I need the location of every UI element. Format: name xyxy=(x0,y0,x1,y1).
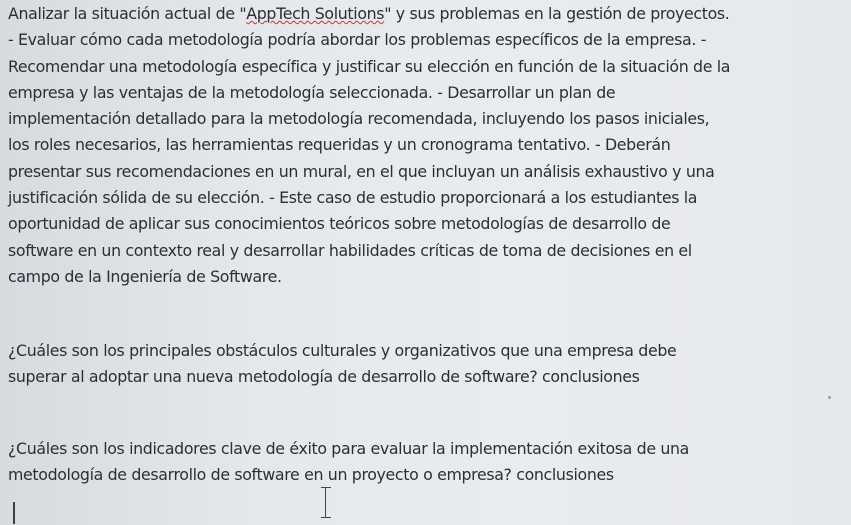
question-2[interactable]: ¿Cuáles son los indicadores clave de éxito para evaluar la implementación exitosa de una metodología de desarrollo de software en un proyecto o empresa? conclusiones xyxy=(8,439,690,485)
text-caret[interactable] xyxy=(13,502,15,524)
i-beam-stem xyxy=(325,488,326,517)
intro-text-rest: " y sus problemas en la gestión de proyectos. - Evaluar cómo cada metodología podría abordar los problemas específicos de la empresa. - Recomendar una metodología específica y justificar su elección en función de la situación de la empresa y las ventajas de la metodología seleccionada. - Desarrollar un plan de implementación detallado para la metodología recomendada, incluyendo los pasos iniciales, los roles necesarios, las herramientas requeridas y un cronograma tentativo. - Deberán presentar sus recomendaciones en un mural, en el que incluyan un análisis exhaustivo y una justificación sólida de su elección. - Este caso de estudio proporcionará a los estudiantes la oportunidad de aplicar sus conocimientos teóricos sobre metodologías de desarrollo de software en un contexto real y desarrollar habilidades críticas de toma de decisiones en el campo de la Ingeniería de Software. xyxy=(8,4,731,286)
i-beam-cursor-icon xyxy=(319,487,333,519)
intro-text-start: Analizar la situación actual de " xyxy=(8,4,247,23)
i-beam-bottom xyxy=(321,517,331,518)
assignment-instructions[interactable] xyxy=(8,1,851,290)
company-name-misspelled: AppTech Solutions xyxy=(246,4,385,23)
question-1[interactable]: ¿Cuáles son los principales obstáculos culturales y organizativos que una empresa debe superar al adoptar una nueva metodología de desarrollo de software? conclusiones xyxy=(8,341,677,387)
dust-speck xyxy=(828,396,831,399)
